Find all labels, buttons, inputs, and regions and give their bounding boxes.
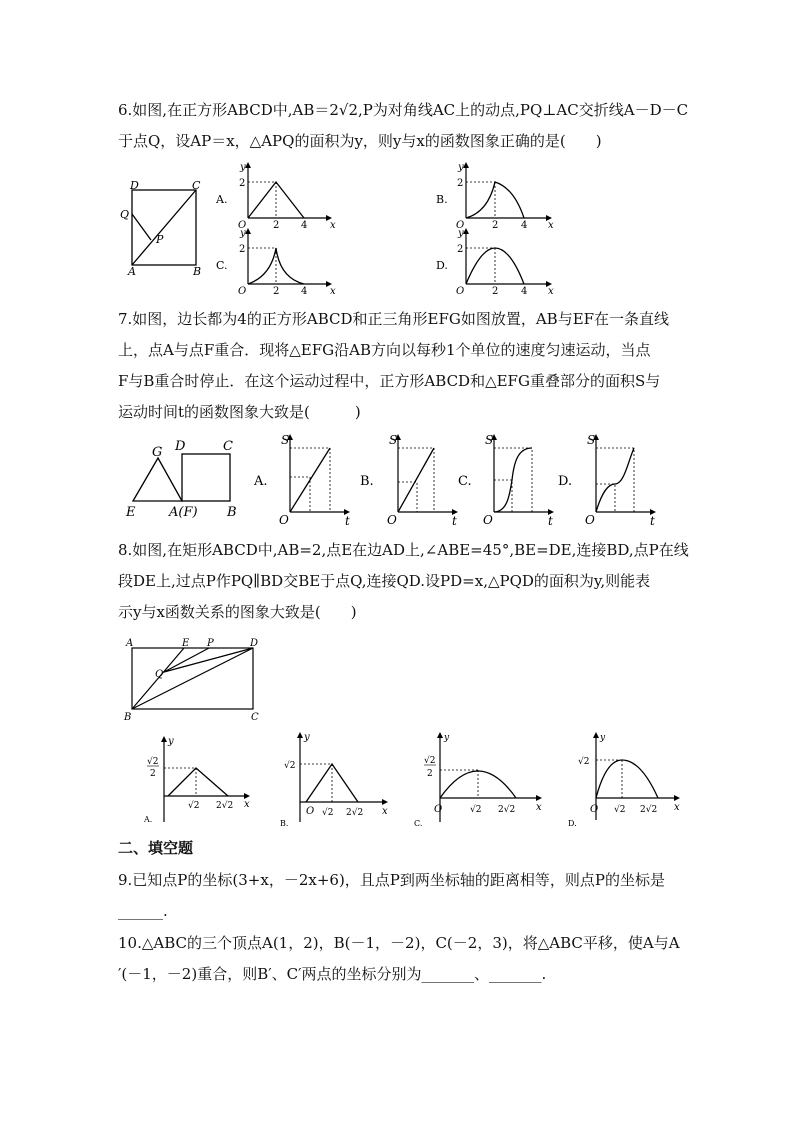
label-d: D xyxy=(250,638,259,649)
q7-line-4: 运动时间t的函数图象大致是( ) xyxy=(118,403,361,421)
origin-label: O xyxy=(387,513,397,527)
tick-label: √2 xyxy=(188,801,200,811)
q7-option-a-graph xyxy=(254,432,354,527)
tick-label: 2 xyxy=(150,769,156,779)
q6-option-d-label: D. xyxy=(436,259,448,272)
q7-option-d-graph xyxy=(558,432,658,527)
tick-label: 2 xyxy=(239,178,246,189)
origin-label: O xyxy=(483,513,493,527)
q7-option-c-graph xyxy=(458,432,558,527)
tick-label: 2 xyxy=(457,244,464,255)
q7-square-triangle-figure xyxy=(124,436,246,520)
x-axis-label: x xyxy=(536,802,542,813)
q6-option-b-graph xyxy=(436,160,556,230)
x-axis-label: t xyxy=(650,514,655,528)
origin-label: O xyxy=(279,513,289,527)
tick-label: 4 xyxy=(521,220,528,231)
q6-label-a: A xyxy=(128,265,136,278)
tick-label: √2 xyxy=(147,757,159,767)
q9-line-1: 9.已知点P的坐标(3+x，－2x+6)，且点P到两坐标轴的距离相等，则点P的坐标是 xyxy=(118,871,665,889)
tick-label: √2 xyxy=(322,808,334,818)
q6-option-a-label: A. xyxy=(216,193,228,206)
tick-label: √2 xyxy=(284,761,296,771)
label-af: A(F) xyxy=(169,505,198,520)
y-axis-label: y xyxy=(240,228,246,239)
label-b: B xyxy=(124,712,132,723)
label-e: E xyxy=(126,505,136,520)
x-axis-label: x xyxy=(674,802,680,813)
tick-label: 4 xyxy=(301,220,308,231)
q6-option-b-label: B. xyxy=(436,193,448,206)
y-axis-label: S xyxy=(485,433,494,447)
q8-option-a-graph xyxy=(140,734,255,828)
q6-label-p: P xyxy=(156,233,164,246)
label-c: C xyxy=(223,439,233,454)
q8-line-3: 示y与x函数关系的图象大致是( ) xyxy=(118,603,357,621)
x-axis-label: t xyxy=(345,514,350,528)
tick-label: 2√2 xyxy=(216,801,234,811)
y-axis-label: y xyxy=(304,732,310,743)
q6-label-b: B xyxy=(193,265,202,278)
tick-label: 2√2 xyxy=(498,805,516,815)
q7-option-c-label: C. xyxy=(458,474,472,489)
tick-label: √2 xyxy=(424,756,436,766)
x-axis-label: x xyxy=(330,286,336,297)
y-axis-label: y xyxy=(458,228,464,239)
tick-label: 4 xyxy=(301,286,308,297)
q6-line-2: 于点Q，设AP＝x，△APQ的面积为y，则y与x的函数图象正确的是( ) xyxy=(118,132,602,150)
tick-label: 2 xyxy=(457,178,464,189)
y-axis-label: y xyxy=(458,162,464,173)
origin-label: O xyxy=(456,220,465,231)
origin-label: O xyxy=(434,804,443,815)
q9-line-2: ______. xyxy=(118,902,168,920)
q7-line-3: F与B重合时停止．在这个运动过程中，正方形ABCD和△EFG重叠部分的面积S与 xyxy=(118,372,661,390)
q8-option-d-label: D. xyxy=(568,819,577,828)
q6-square-figure xyxy=(118,179,208,278)
x-axis-label: x xyxy=(244,799,250,810)
origin-label: O xyxy=(585,513,595,527)
y-axis-label: S xyxy=(389,433,398,447)
tick-label: 2 xyxy=(492,220,499,231)
label-e: E xyxy=(182,638,190,649)
origin-label: O xyxy=(590,804,599,815)
label-p: P xyxy=(207,638,214,649)
q8-option-c-graph xyxy=(412,730,547,828)
tick-label: √2 xyxy=(578,757,590,767)
q8-line-1: 8.如图,在矩形ABCD中,AB=2,点E在边AD上,∠ABE=45°,BE=DE,连接BD,点P在线 xyxy=(118,541,689,559)
q7-option-d-label: D. xyxy=(558,474,573,489)
tick-label: 2 xyxy=(273,286,280,297)
q6-line-1: 6.如图,在正方形ABCD中,AB＝2√2,P为对角线AC上的动点,PQ⊥AC交折线A－D－C xyxy=(118,101,689,119)
q7-line-1: 7.如图，边长都为4的正方形ABCD和正三角形EFG如图放置，AB与EF在一条直线 xyxy=(118,310,670,328)
label-d: D xyxy=(175,439,186,454)
q8-option-b-graph xyxy=(278,730,393,828)
label-q: Q xyxy=(155,669,164,680)
x-axis-label: x xyxy=(382,806,388,817)
q10-line-1: 10.△ABC的三个顶点A(1，2)，B(－1，－2)，C(－2，3)，将△ABC平移，使A与A xyxy=(118,934,680,952)
label-a: A xyxy=(126,638,134,649)
y-axis-label: y xyxy=(600,733,606,743)
section-heading: 二、填空题 xyxy=(118,839,194,857)
y-axis-label: y xyxy=(444,733,450,743)
x-axis-label: t xyxy=(548,514,553,528)
tick-label: 2 xyxy=(492,286,499,297)
q6-label-c: C xyxy=(192,179,201,192)
q8-option-c-label: C. xyxy=(414,819,423,828)
q6-option-c-label: C. xyxy=(216,259,228,272)
tick-label: 2√2 xyxy=(640,805,658,815)
q8-option-d-graph xyxy=(566,730,686,828)
q7-option-b-graph xyxy=(360,432,460,527)
origin-label: O xyxy=(238,220,247,231)
origin-label: O xyxy=(456,286,465,297)
q6-option-c-graph xyxy=(216,226,336,296)
q8-rectangle-figure xyxy=(120,636,270,722)
label-b: B xyxy=(227,505,237,520)
tick-label: 2 xyxy=(273,220,280,231)
y-axis-label: y xyxy=(168,736,174,747)
q6-label-d: D xyxy=(130,179,139,192)
y-axis-label: y xyxy=(240,162,246,173)
q7-option-b-label: B. xyxy=(360,474,374,489)
label-g: G xyxy=(152,445,163,460)
x-axis-label: t xyxy=(452,514,457,528)
q8-line-2: 段DE上,过点P作PQ∥BD交BE于点Q,连接QD.设PD=x,△PQD的面积为y,则能表 xyxy=(118,572,651,590)
x-axis-label: x xyxy=(548,286,554,297)
q10-line-2: ′(－1，－2)重合，则B′、C′两点的坐标分别为_______、_______. xyxy=(118,965,547,983)
y-axis-label: S xyxy=(281,433,290,447)
label-c: C xyxy=(251,712,259,723)
q8-option-a-label: A. xyxy=(144,815,153,824)
tick-label: √2 xyxy=(470,805,482,815)
tick-label: 2 xyxy=(427,769,433,779)
q7-line-2: 上，点A与点F重合．现将△EFG沿AB方向以每秒1个单位的速度匀速运动，当点 xyxy=(118,341,651,359)
tick-label: 2 xyxy=(239,244,246,255)
q7-option-a-label: A. xyxy=(254,474,268,489)
q8-option-b-label: B. xyxy=(280,819,289,828)
y-axis-label: S xyxy=(587,433,596,447)
q6-option-a-graph xyxy=(216,160,336,230)
origin-label: O xyxy=(306,806,315,817)
q6-label-q: Q xyxy=(120,208,130,221)
tick-label: 4 xyxy=(521,286,528,297)
x-axis-label: x xyxy=(330,220,336,231)
tick-label: √2 xyxy=(614,805,626,815)
origin-label: O xyxy=(238,286,247,297)
tick-label: 2√2 xyxy=(346,808,364,818)
q6-option-d-graph xyxy=(436,226,556,296)
x-axis-label: x xyxy=(548,220,554,231)
